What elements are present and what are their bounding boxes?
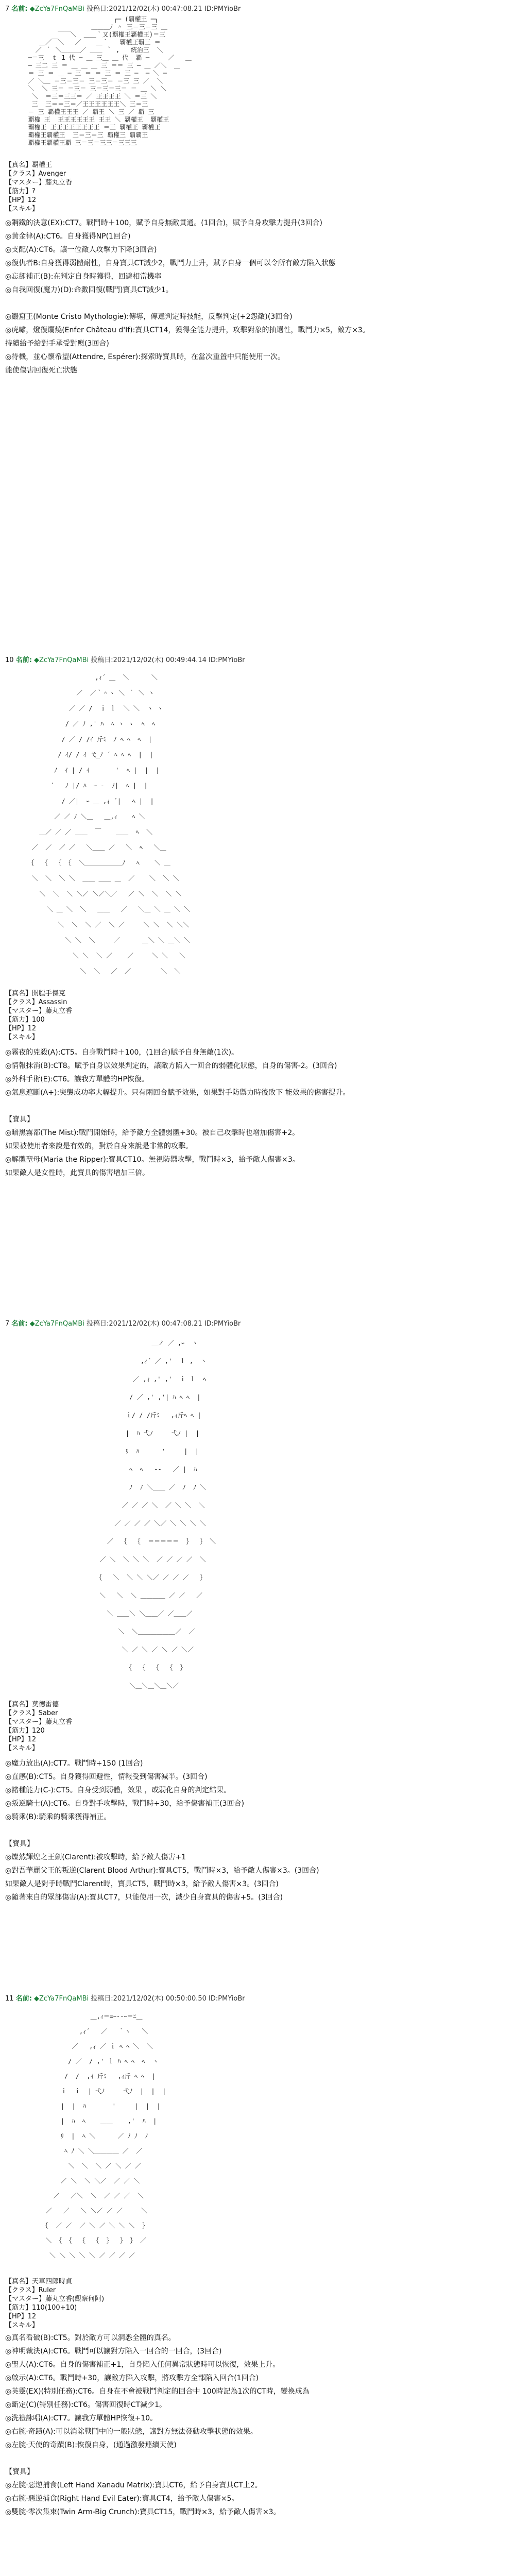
status-line: 【マスター】藤丸立香 [5,179,73,187]
ascii-art-line: ＼ ／ ＼ ／ ＼ ／ ＼／ [77,1646,194,1653]
ascii-art-line: ／ ／ ／ ／ ＼＿＿ ／ ＼ ﾍ ＼＿ [21,844,166,851]
ascii-art [31,2009,474,2267]
ascii-art-line: ＼ ＿ ＼ ＼ ＿＿ ／ ＼＿ ＼ ＿ ＼ ＼ [21,906,191,913]
skill-line: ◎情報抹消(B):CT8。賦予自身以效果判定的，讓敵方陷入一回合的弱體化狀態，自身的傷害-2。(3回合) [5,1062,337,1070]
status-line: 【HP】12 [5,1025,37,1032]
status-block [5,161,72,213]
skill-line: ◎氣息遮斷(A+):突襲成功率大幅提升。只有兩回合賦予效果，如果對手防禦力時後敗下 能效果的傷害提升。 [5,1089,350,1097]
ascii-art-line: 覇權 王 王王王王王王 王王 ＼ 覇權王 覇權王 [21,116,169,123]
ascii-art-line: ＼ ＼＿＿＿＿＿＿／ ／ [77,1628,195,1635]
ascii-art-line: ／ ／｀＾ヽ ＼ ｀ ＼ ヽ [21,689,154,697]
skill-line: 持續給予給對手承受對應(3回合) [5,340,109,348]
post-number[interactable]: 7 [5,5,10,13]
ascii-art-line: ┌─ (覇權王 ─┐ [21,15,159,23]
skill-line: ◎暗黑霧都(The Mist):戰鬥開始時，給予敵方全體弱體+30。被自己攻擊時也增加傷害+2。 [5,1129,300,1137]
ascii-art-line: ＿／￣＼ ／ ＿｀ 覇權王覇三 ＝ [21,39,161,46]
ascii-art-line: ／ ,ｨ ,' ,' ｉ ｌ ﾍ [77,1376,207,1383]
skill-line: ◎聖人(A):CT6。自身的傷害補正+1，自身陷入任何異常狀態時可以恢復，效果上升。 [5,2361,280,2369]
ascii-art-line: ／ ／ ／ ＼ ／ ＼ ＼ ＼ [77,1502,205,1509]
trip-diamond: ◆ [34,1995,40,2003]
trip-diamond: ◆ [34,656,40,664]
skill-line: 如果被使用者來說是有效的，對於自身來說是非常的攻擊。 [5,1142,193,1150]
post-meta: 投稿日:2021/12/02(木) 00:50:00.50 ID:PMYioBr [91,1995,245,2003]
ascii-art-line: ﾉ ｲ | / ｲ ' ﾍ | | | [21,767,160,774]
ascii-art-line: ﾍ ﾍ ‐‐ ／ | ﾊ [77,1466,197,1473]
ascii-art-line: ＼ ＿＿＼ ＼＿＿／ ／＿＿／ [77,1610,193,1617]
ascii-art-line: ＼ ｛ ｛ ｛ ｛ ｝ ｝ ｝ ／ [31,2237,146,2244]
skill-line: ◎諸種能力(C-):CT5。自身受到弱體，效果 ，或弱化自身的判定結果。 [5,1786,231,1794]
skill-list [5,2331,510,2519]
poster-name: 名前: [15,1995,32,2003]
poster-name: 名前: [11,5,28,13]
ascii-art-line: ＿,ｨ＝=ｰ‐-ｰ＝ﾆ＿ [31,2013,143,2020]
skill-list [5,1757,510,1904]
blank-line [5,1099,510,1113]
status-line: 【筋力】110(100+10) [5,2304,77,2312]
status-line: 【クラス】Ruler [5,2286,56,2294]
ascii-art-line: ＼ ＼ ＼ ＼ ＼ ／ ／ ／ ／ [31,2252,135,2259]
skill-line: ◎巖窟王(Monte Cristo Mythologie):傳導，傳達判定時技能，反擊判定(+2怨敵)(3回合) [5,313,293,321]
ascii-art-line: ／ ＼＿ ＝三＝三＝ 三＝三＝ ＝三 三 ／ ＼ [21,77,163,84]
ascii-art-line: / ／| ｰ ＿ ,ｨ ´| ﾍ | | [21,798,154,805]
ascii-art-line: ／ ／ ＼ ＼／ ／ ／ ＼ [31,2207,148,2214]
status-line: 【クラス】Avenger [5,170,66,178]
status-line: 【真名】覇權王 [5,161,53,169]
ascii-art [77,1334,438,1695]
trip-code: ZcYa7FnQaMBi [39,1995,89,2003]
status-block [5,989,72,1042]
post-number[interactable]: 11 [5,1995,14,2003]
ascii-art-line: ￣￣＼ ＿＿｀又(覇權王覇權王)＝三 [21,31,166,38]
skill-line: ◎叛逆騎士(A):CT6。自身對手攻擊時，戰鬥時+30，給予傷害補正(3回合) [5,1800,245,1808]
status-line: 【マスター】藤丸立香 [5,1718,73,1726]
ascii-art-line: ＼ ＝三＝三三＝ ／ 王王王王 ＼ ＝三 ＼ [21,93,157,100]
status-line: 【スキル】 [5,205,39,213]
ascii-art-line: ｛ ＼ ＼ ＼ ＼／ ／ ／ ／ ｝ [77,1574,207,1581]
ascii-art-line: ｉ/ / /斤ﾐ ,ｨ斤ﾍ ﾍ | [77,1412,201,1419]
status-line: 【筋力】? [5,188,36,195]
ascii-art-line: ＼＿＼＿＼＿＼／ [77,1682,179,1689]
ascii-art-line: | | ﾊ ' | | | [31,2103,161,2110]
status-line: 【スキル】 [5,2321,39,2329]
ascii-art [21,15,474,155]
skill-line: ◎左腕·惡逆捕食(Left Hand Xanadu Matrix):寶具CT6，給予自身寶具CT上2。 [5,2481,262,2489]
ascii-art-line: ─ 三二 三 ＝ ＿ ＿ ＿ 三 ＝＝ 三 ─ ＿ ／＼ ＿ [21,62,181,69]
skill-line: ◎燦然輝煌之王劍(Clarent):被攻擊時，給予敵人傷害+1 [5,1853,186,1861]
post-header [5,654,245,664]
ascii-art-line: / ／ ﾉ ,' ﾊ ﾍ ヽ ヽ ﾍ ﾍ [21,720,156,727]
ascii-art-line: ＝ 三 覇權王王王 ／ 覇王 ＼ 三 ／ 覇 三 [21,108,154,115]
blank-line [5,297,510,310]
ascii-art-line: ＼ ＼ ＼ ／ ／ ＼ ＼ ＼ [21,952,185,959]
blank-line [5,2452,510,2465]
status-line: 【真名】莫德雷德 [5,1701,59,1708]
ascii-art-line: / ／ ,' ,'| ﾊ ﾍ ﾍ | [77,1394,201,1401]
ascii-art-line: ＼ ＼ 三＝ ＝三＝ 三＝三＝三＝ ＝ ＿ ＼ ＼ [21,85,167,92]
skill-line: ◎復仇者B:自身獲得弱體耐性，自身寶具CT減少2，戰鬥力上升，賦予自身一個可以令所有敵方陷入狀態 [5,259,336,267]
ascii-art-line: ＿／ ／ ／ ＿＿ ￣ ＿＿ ﾍ ＼ [21,828,153,836]
ascii-art-line: ／ ／＼ ＼ ／ ／ ／ ＼ [31,2192,144,2199]
post-header [5,1318,241,1328]
status-line: 【HP】12 [5,1736,37,1743]
skill-line: ◎霧夜的兇殺(A):CT5。自身戰鬥時＋100，(1回合)賦予自身無敵(1次)。 [5,1048,239,1057]
ascii-art-line: ﾘ ﾊ ' | | [77,1448,199,1455]
status-block [5,1700,72,1753]
post-header [5,1993,245,2003]
ascii-art-line: | ﾊ ﾍ ＿＿ ,' ﾊ | [31,2117,157,2125]
ascii-art-line: ／ ＼ ＼ ＼／ ／ ／ ＼ [31,2177,140,2184]
skill-line: ◎右腕·惡逆捕食(Right Hand Evil Eater):寶具CT4，給予敵人傷害×5。 [5,2495,239,2503]
skill-line: ◎虎嘯，燈復爛燒(Enfer Château d'If):寶具CT14，獲得全能力提升，攻擊對象的抽選性，戰鬥力×5，敵方×3。 [5,326,370,334]
post-meta: 投稿日:2021/12/02(木) 00:47:08.21 ID:PMYioBr [87,1320,241,1328]
skill-line: ◎魔力放出(A):CT7。戰鬥時+150 (1回合) [5,1759,143,1768]
status-line: 【クラス】Saber [5,1709,58,1717]
status-line: 【クラス】Assassin [5,998,67,1006]
ascii-art-line: 覇權王 王王王王王王王王 ＝三 覇權王 覇權王 [21,124,161,131]
ascii-art-line: / ｲ/ / ｲ 弋_ﾉ ´ ﾍ ﾍ ﾍ | | [21,751,153,758]
status-block [5,2277,104,2330]
trip-code: ZcYa7FnQaMBi [35,1320,84,1328]
ascii-art-line: ｛ ｛ ｛ ｛ ＼＿＿＿＿＿＿ﾉ ﾍ ＼ ＿ [21,859,170,867]
ascii-art-line: 覇權王覇權王 三＝三＝三 覇權三 覇覇王 [21,131,148,139]
ascii-art-line: ﾘ | ﾍ ＼ ／ ﾉ ﾉ ﾉ [31,2132,148,2140]
status-line: 【マスター】藤丸立香(觀察何阿) [5,2295,105,2303]
ascii-art-line: ／ ／ ﾉ ＼＿ ＿,ｨ ﾍ ＼ [21,813,145,820]
ascii-art-line: ／ ｀ ＼＿＿＿／ ＿＿ ｀ , 統治三 ＼ [21,46,163,54]
trip-diamond: ◆ [29,1320,35,1328]
ascii-art-line: ─＝三 ｔ 1 代 ─ ＿ 三＿ ＿ 代 覇 ─ ／ ＿ [21,54,192,61]
skill-line: 如果敵人是對手時戰鬥Clarent時，寶具CT5，戰鬥時×3，給予敵人傷害×3。(3回合) [5,1880,279,1888]
trip-code: ZcYa7FnQaMBi [35,5,84,13]
ascii-art-line: ／ ＼ ＼ ＼ ＼ ／ ／ ／ ／ ＼ [77,1556,207,1563]
skill-line: ◎黃金律(A):CT6。自身獲得NP(1回合) [5,232,131,241]
ascii-art-line: ／ ,ｨ ／ ｉ ﾍ ﾍ ＼ ＼ [31,2043,153,2050]
skill-line: ◎右腕·奇蹟(A):可以消除戰鬥中的一般狀態，讓對方無法發動攻擊狀態的效果。 [5,2428,258,2436]
skill-line: ◎神明裁決(A):CT6。戰鬥可以讓對方陷入一回合的一回合，(3回合) [5,2347,222,2355]
section-heading: 【寶具】 [5,1840,34,1848]
ascii-art-line: ＼ ＼ ＼ ／ ＿＼ ＼ ＿＼ ＼ [21,937,191,944]
section-heading: 【寶具】 [5,1115,34,1124]
ascii-art-line: ´ ﾉ |/ ﾊ ｰ ‐ ﾉ| ﾍ | | [21,782,148,789]
status-line: 【スキル】 [5,1744,39,1752]
ascii-art-line: ＝ 三 ＝ ＿ ─ 三 ＝ ＝ 三 ＝ 三 ─ ─ ＼ ─ [21,70,167,77]
trip-code: ZcYa7FnQaMBi [39,656,89,664]
skill-line: ◎對吾華麗父王的叛逆(Clarent Blood Arthur):寶具CT5，戰鬥時×3，給予敵人傷害×3。(3回合) [5,1867,319,1875]
ascii-art-line: ／ ／ / ｉ ｌ ＼ ＼ ヽ ヽ [21,705,163,712]
skill-line: ◎左腕·天使的奇蹟(B):恢復自身，(通過激發連續天使) [5,2441,177,2449]
status-line: 【HP】12 [5,2313,37,2320]
ascii-art-line: ／ ／ ／ ／ ＼／ ＼ ＼ ＼ ＼ [77,1520,207,1527]
skill-line: ◎解體聖母(Maria the Ripper):寶具CT10。無視防禦攻擊，戰鬥時×3，給予敵人傷害×3。 [5,1156,300,1164]
ascii-art-line: | ﾊ 弋ﾉ 弋ﾉ | | [77,1430,200,1437]
skill-line: 能使傷害回復死亡狀態 [5,366,77,375]
ascii-art-line: ／ ｛ ｛ ＝＝＝＝＝ ｝ ｝ ＼ [77,1538,216,1545]
ascii-art-line: ＼ ＼ ＼ ＼／ ＼／＼／ ／ ＼ ＼ ＼ ＼ [21,890,182,897]
post-meta: 投稿日:2021/12/02(木) 00:49:44.14 ID:PMYioBr [91,656,245,664]
ascii-art-line: ＿＿＿ﾉ ＾ 三＝三＝三 ＿ [21,23,167,30]
skill-line: 如果敵人是女性時，此寶具的傷害增加三倍。 [5,1169,149,1177]
ascii-art-line: ｛ ｛ ｛ ｛ ｝ [77,1664,186,1671]
ascii-art-line: ＼ ＼ ＼ ／ ＼ ／ ／ [31,2162,142,2170]
skill-list [5,1046,510,1180]
status-line: 【マスター】藤丸立香 [5,1007,73,1015]
trip-diamond: ◆ [29,5,35,13]
ascii-art-line: ﾉ ﾉ ＼＿＿ ／ ﾉ ﾉ ＼ [77,1484,207,1491]
skill-line: ◎鋼鐵的決意(EX):CT7。戰鬥時＋100，賦予自身無敵貫通。(1回合)，賦予自身攻擊力提升(3回合) [5,219,322,227]
skill-line: ◎外科手術(E):CT6。讓我方單體的HP恢復。 [5,1075,149,1083]
skill-line: ◎雙腕·零次集束(Twin Arm-Big Crunch):寶具CT15，戰鬥時×3，給予敵人傷害×3。 [5,2508,281,2516]
skill-line: ◎忘卻補正(B):在判定自身時獲得，回避相當機率 [5,273,162,281]
post-meta: 投稿日:2021/12/02(木) 00:47:08.21 ID:PMYioBr [87,5,241,13]
skill-line: ◎待機，並心懷希望(Attendre, Espérer):探索時寶具時，在當次重置中只能使用一次。 [5,353,285,361]
ascii-art-line: ﾍ ﾉ ＼ ＼＿＿＿＿ ／ ／ [31,2147,143,2155]
ascii-art-line: ,ｨ´ ＿ ＼ ＼ [21,674,158,681]
post-header [5,3,241,13]
section-heading: 【寶具】 [5,2468,34,2476]
status-line: 【筋力】120 [5,1727,45,1735]
ascii-art-line: ,ｨ´ ／ ｀ヽ ＼ [31,2028,148,2035]
status-line: 【筋力】100 [5,1016,45,1024]
ascii-art-line: ＼ ＼ ＼ ／ ＼ ／ ＼ ＼ ＼ ＼＼ [21,921,190,928]
ascii-art-line: ,ｨ´ ／ ,' ｌ , ヽ [77,1358,207,1365]
poster-name: 名前: [15,656,32,664]
skill-line: ◎啟示(A):CT6。戰鬥時+30，讓敵方陷入攻擊，將攻擊方全部陷入回合(1回合) [5,2374,259,2382]
ascii-art-line: / ／ / /ｲ 斤ﾐ ﾉ ﾍ ﾍ ﾍ | [21,736,152,743]
post-number[interactable]: 10 [5,656,14,664]
skill-line: ◎直感(B):CT5。自身獲得回避性，情報受到傷害減半。(3回合) [5,1773,208,1781]
skill-line: ◎斷定(C)(特別任務):CT6。傷害回復時CT減少1。 [5,2401,167,2409]
status-line: 【真名】天草四郎時貞 [5,2278,73,2285]
post-number[interactable]: 7 [5,1320,10,1328]
skill-line: ◎真名看破(B):CT5。對於敵方可以洞悉全體的真名。 [5,2334,176,2342]
poster-name: 名前: [11,1320,28,1328]
ascii-art-line: ｉ ｉ | 弋ﾉ 弋ﾉ | | | [31,2088,166,2095]
ascii-art-line: ＼ ＼ ／ ／ ＼ ＼ [21,968,181,975]
skill-line: ◎洗禮詠唱(A):CT7。讓我方單體HP恢復+10。 [5,2414,158,2422]
status-line: 【真名】開膛手傑克 [5,990,66,997]
ascii-art-line: ＼ ＼ ＼ ＿＿＿＿ ／ ／ ／ [77,1592,202,1599]
skill-line: ◎英靈(EX)(特別任務):CT6。自身在不會被戰鬥判定的回合中 100時記為1次的CT時，變換成為 [5,2387,310,2396]
skill-list [5,216,510,377]
ascii-art-line: ｛ ／ ／ ／ ＼ ／ ＼ ＼ ＼ ｝ [31,2222,149,2229]
skill-line: ◎騎乘(B):騎乘的騎乘獲得補正。 [5,1813,111,1821]
status-line: 【HP】12 [5,196,37,204]
ascii-art-line: 三 三＝＝三＝／王王王王王王＼ 三＝三 [21,100,148,108]
ascii-art [21,670,484,979]
ascii-art-line: / ／ / ,' ｌ ﾊ ﾍ ﾍ ﾍ ヽ [31,2058,159,2065]
skill-line: ◎隨著來自的眾部傷害(A):寶具CT7，只能使用一次，減少自身寶具的傷害+5。(3回合) [5,1893,283,1902]
ascii-art-line: / / ,ｲ 斤ﾐ ,ｨ斤 ﾍ ﾍ | [31,2073,156,2080]
ascii-art-line: 覇權王覇權王覇 三＝三＝三三＝三三三 [21,139,137,146]
skill-line: ◎自我回復(魔力)(D):命數回復(戰鬥)寶具CT減少1。 [5,286,173,294]
status-line: 【スキル】 [5,1033,39,1041]
skill-line: ◎支配(A):CT6。讓一位敵人攻擊力下降(3回合) [5,246,157,254]
ascii-art-line: ＿ノ ／ ,ｰ ヽ [77,1340,198,1347]
blank-line [5,1824,510,1837]
ascii-art-line: ＼ ＼ ＼ ＼ ＿＿ ＿＿ ＿ ／ ＼ ＼ ＼ [21,875,179,882]
